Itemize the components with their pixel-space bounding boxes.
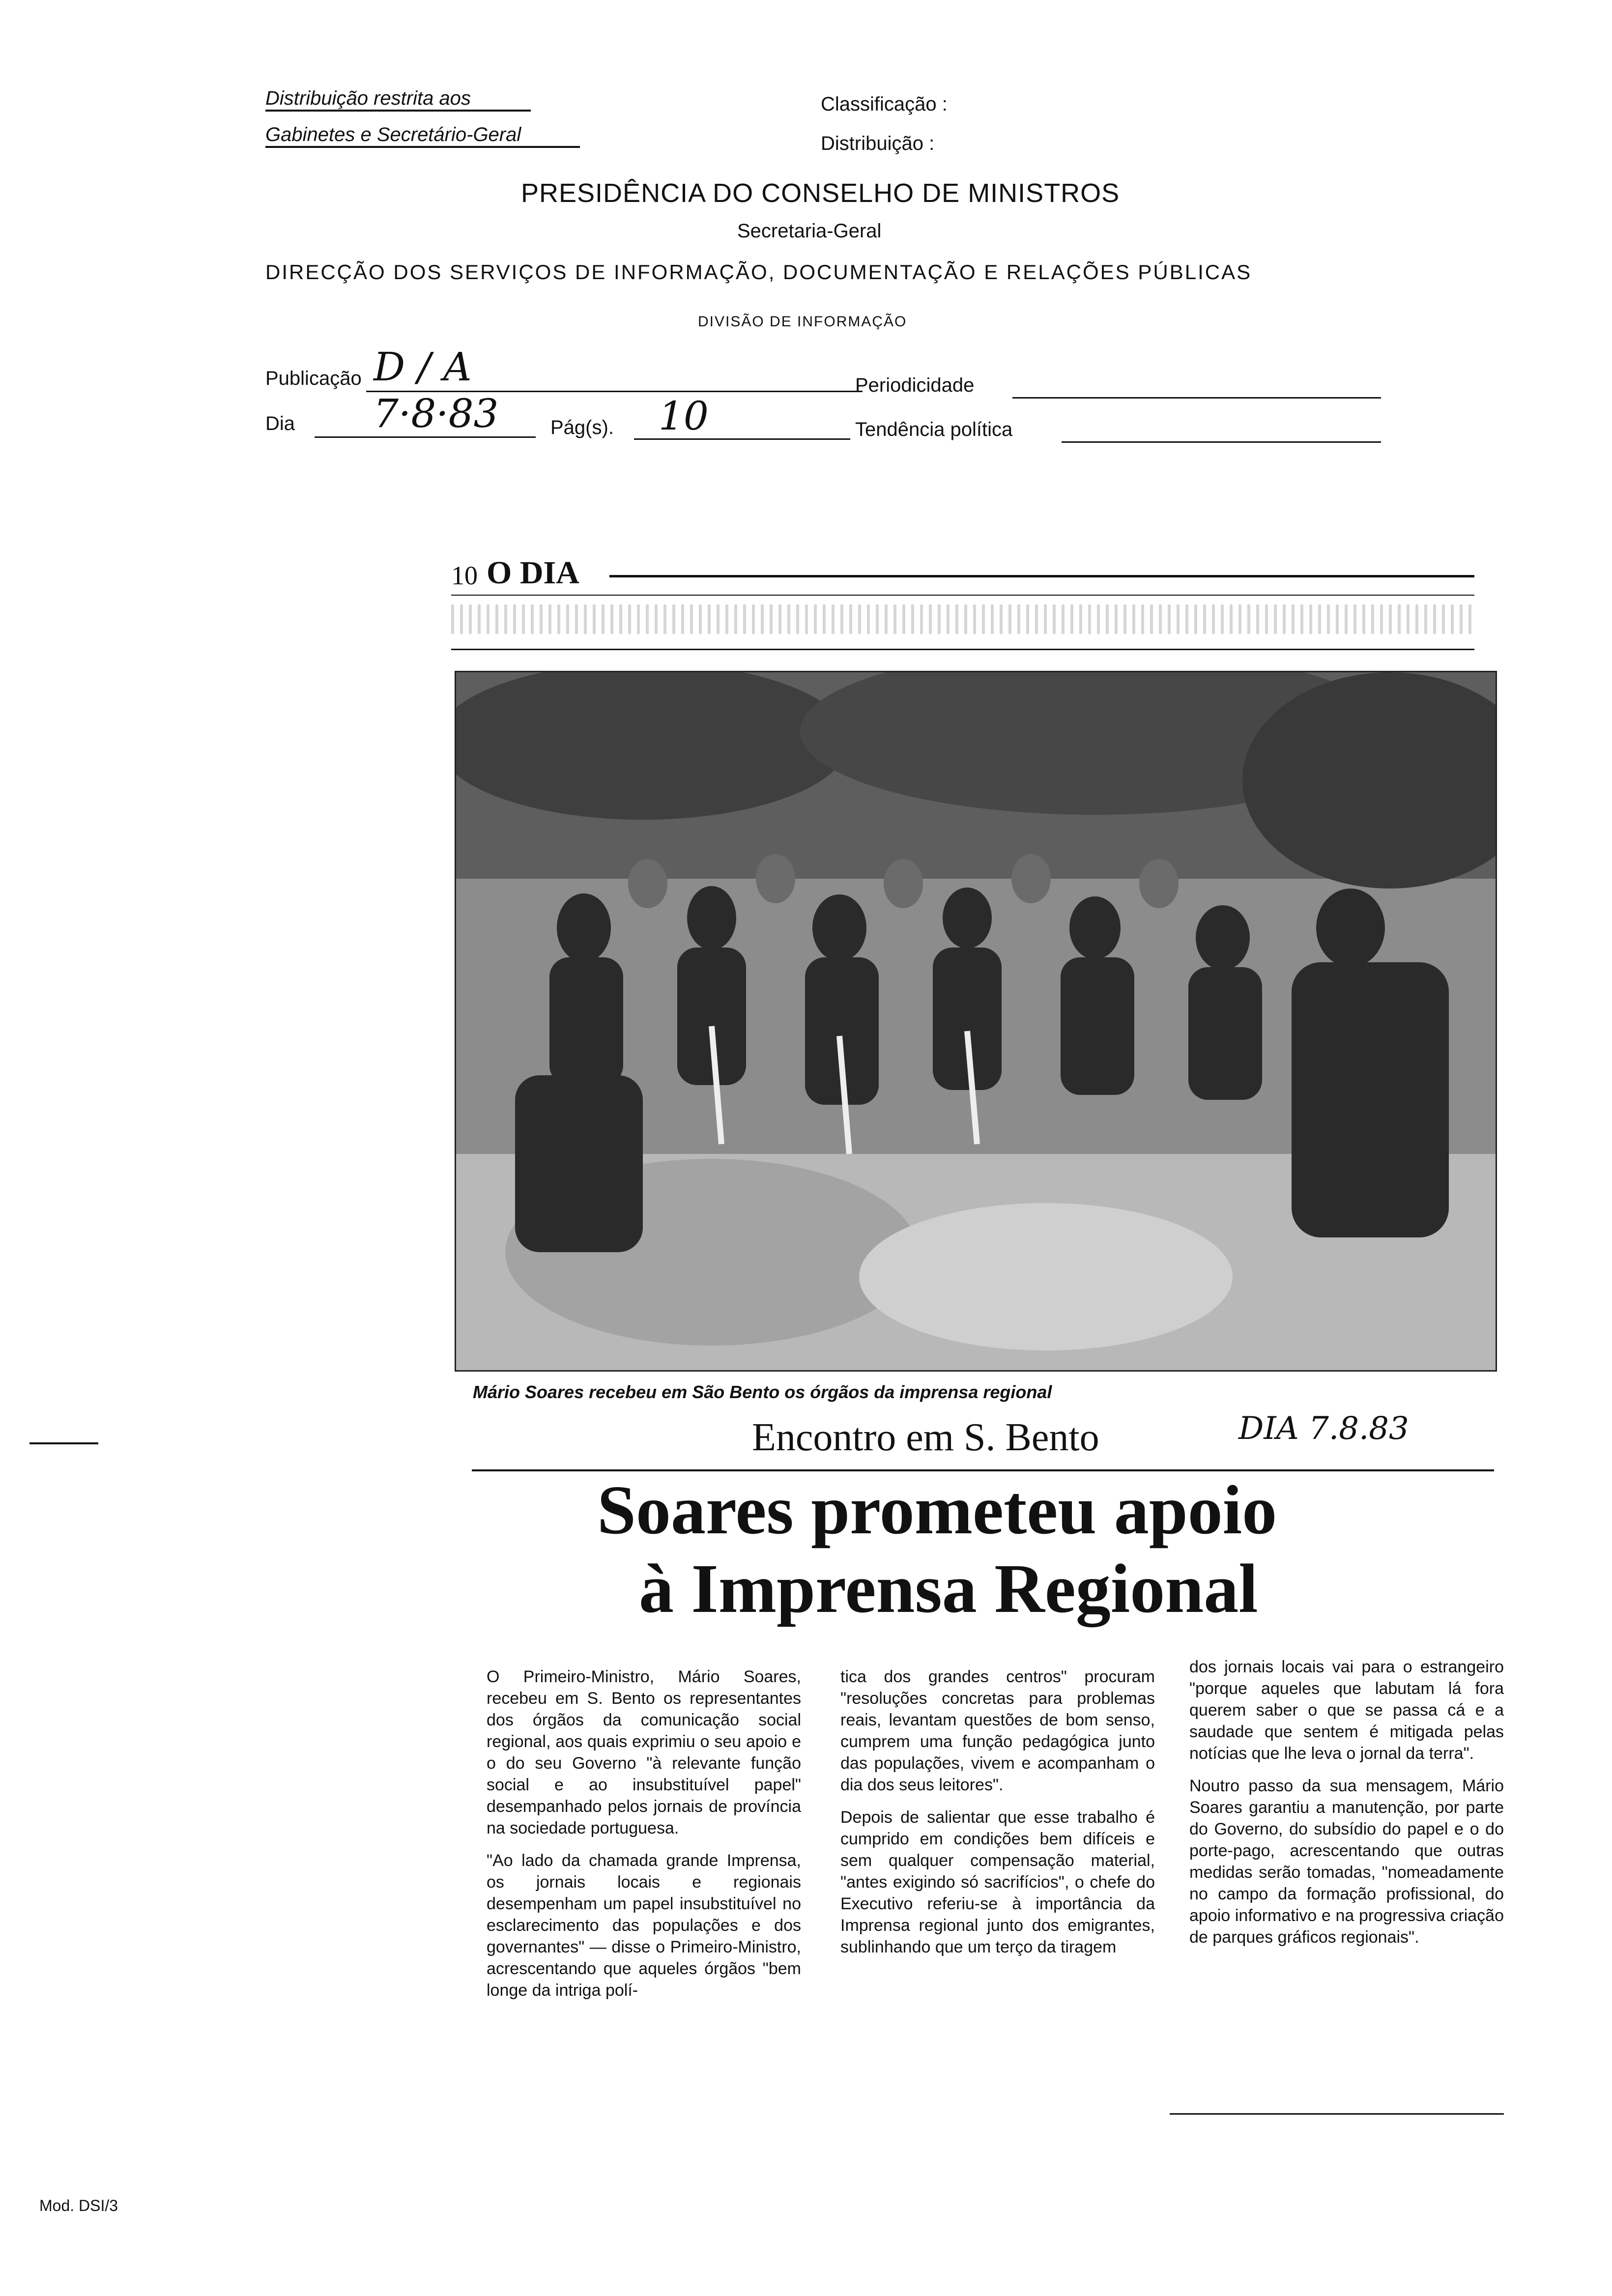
classification-label: Classificação :: [821, 93, 948, 115]
news-photo-drawing: [456, 672, 1496, 1370]
news-photo: [455, 671, 1497, 1372]
page-line: [634, 438, 850, 440]
handwritten-date-note: DIA 7.8.83: [1238, 1410, 1409, 1447]
page-label: Pág(s).: [550, 417, 614, 438]
headline-line2: à Imprensa Regional: [639, 1550, 1258, 1627]
column3-paragraph: dos jornais locais vai para o estrangeiro "porque aqueles que labutam lá fora querem saber o que se passa cá e a saudade que sentem é mitigada pelas notícias que lhe leva o jornal da terra".: [1189, 1658, 1504, 1763]
headline-line1: Soares prometeu apoio: [597, 1471, 1277, 1549]
masthead-rule-bottom: [451, 649, 1474, 650]
secretariat-title: Secretaria-Geral: [737, 220, 882, 242]
periodicity-line: [1012, 397, 1381, 399]
clipping-masthead: O DIA: [487, 555, 579, 591]
kicker: Encontro em S. Bento: [752, 1416, 1099, 1459]
publication-label: Publicação: [265, 368, 362, 389]
publication-value: D / A: [374, 344, 472, 390]
column1-paragraph: "Ao lado da chamada grande Imprensa, os jornais locais e regionais desempenham um papel insubstituível no esclarecimento das populações e dos governantes" — disse o Primeiro-Ministro, acrescentando que aqueles órgãos "bem longe da intriga polí-: [487, 1851, 801, 2000]
masthead-rule-thin: [451, 595, 1474, 596]
clipping-page-number: 10: [451, 561, 478, 590]
column3-paragraph: Noutro passo da sua mensagem, Mário Soares garantiu a manutenção, por parte do Governo, do subsídio do papel e o do porte-pago, acrescentando que outras medidas serão tomadas, "nomeadamente no campo da formação profissional, do apoio informativo e na progressiva criação de parques gráficos regionais".: [1189, 1777, 1504, 1947]
page-value: 10: [659, 393, 709, 439]
article-end-rule: [1170, 2113, 1504, 2115]
distribution-label: Distribuição :: [821, 133, 935, 154]
division-title: DIVISÃO DE INFORMAÇÃO: [698, 314, 907, 330]
distribution-restriction-line1: Distribuição restrita aos: [265, 87, 531, 112]
periodicity-label: Periodicidade: [855, 374, 975, 396]
photo-caption: Mário Soares recebeu em São Bento os órgãos da imprensa regional: [473, 1382, 1052, 1402]
directorate-title: DIRECÇÃO DOS SERVIÇOS DE INFORMAÇÃO, DOCUMENTAÇÃO E RELAÇÕES PÚBLICAS: [265, 260, 1252, 284]
article-column-3: [1189, 1656, 1504, 1959]
day-label: Dia: [265, 413, 295, 434]
column2-paragraph: Depois de salientar que esse trabalho é cumprido em condições bem difíceis e sem qualquer compensação material, "antes exigindo só sacrifícios", o chefe do Executivo referiu-se à importância da Imprensa regional junto dos emigrantes, sublinhando que um terço da tiragem: [840, 1808, 1155, 1956]
presidency-title: PRESIDÊNCIA DO CONSELHO DE MINISTROS: [521, 178, 1120, 208]
column1-paragraph: O Primeiro-Ministro, Mário Soares, recebeu em S. Bento os representantes dos órgãos da comunicação social regional, aos quais exprimiu o seu apoio e o do seu Governo "à relevante função social e ao insubstituível papel" desempanhado pelos jornais de província na sociedade portuguesa.: [487, 1667, 801, 1837]
column2-paragraph: tica dos grandes centros" procuram "resoluções concretas para problemas reais, levantam questões de bom senso, cumprem uma função pedagógica junto das populações, vivem e acompanham o dia dos seus leitores".: [840, 1667, 1155, 1794]
masthead-rule: [609, 575, 1474, 577]
article-column-2: [840, 1666, 1155, 1969]
day-value: 7·8·83: [374, 391, 499, 436]
stray-mark: [29, 1442, 98, 1444]
tendency-line: [1062, 441, 1381, 443]
distribution-restriction-line2: Gabinetes e Secretário-Geral: [265, 124, 580, 148]
article-column-1: [487, 1666, 801, 2012]
form-code: Mod. DSI/3: [39, 2197, 118, 2214]
tendency-label: Tendência política: [855, 419, 1013, 440]
masthead-texture: [451, 604, 1474, 634]
day-line: [315, 436, 536, 438]
